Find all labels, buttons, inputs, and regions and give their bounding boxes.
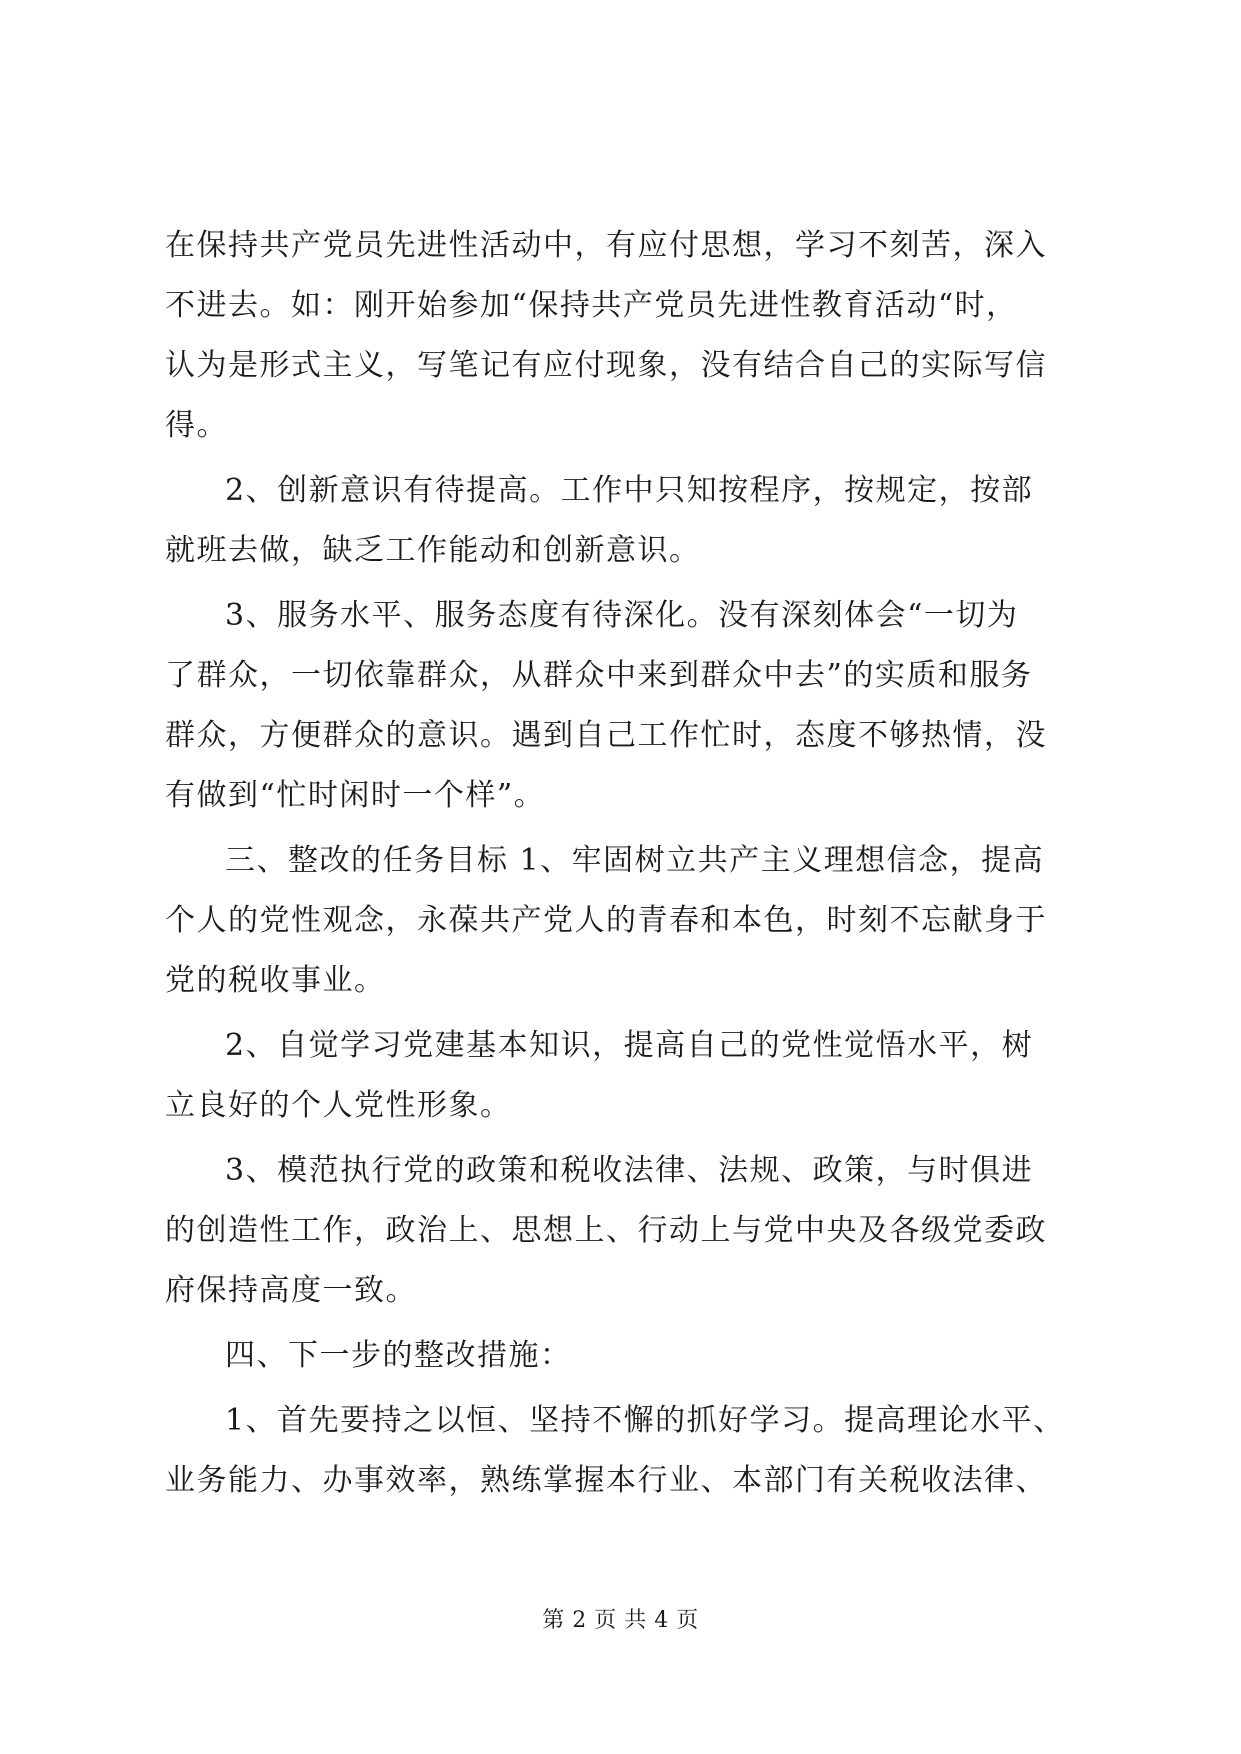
text-line: 不进去。如：刚开始参加“保持共产党员先进性教育活动“时， <box>165 288 1018 323</box>
text-line: 党的税收事业。 <box>165 963 386 998</box>
text-line: 了群众，一切依靠群众，从群众中来到群众中去”的实质和服务 <box>165 658 1033 693</box>
text-line: 认为是形式主义，写笔记有应付现象，没有结合自己的实际写信 <box>165 348 1047 383</box>
text-line: 群众，方便群众的意识。遇到自己工作忙时，态度不够热情，没 <box>165 718 1047 753</box>
section-heading-line: 四、下一步的整改措施： <box>225 1338 572 1373</box>
text-line: 得。 <box>165 408 228 443</box>
text-line: 个人的党性观念，永葆共产党人的青春和本色，时刻不忘献身于 <box>165 903 1047 938</box>
paragraph-start-line: 3、服务水平、服务态度有待深化。没有深刻体会“一切为 <box>225 598 1019 633</box>
section-heading-line: 三、整改的任务目标 1、牢固树立共产主义理想信念，提高 <box>225 843 1045 878</box>
text-line: 有做到“忙时闲时一个样”。 <box>165 778 546 813</box>
text-line: 立良好的个人党性形象。 <box>165 1088 512 1123</box>
text-line: 府保持高度一致。 <box>165 1273 417 1308</box>
paragraph-start-line: 2、创新意识有待提高。工作中只知按程序，按规定，按部 <box>225 473 1034 508</box>
text-line: 在保持共产党员先进性活动中，有应付思想，学习不刻苦，深入 <box>165 228 1047 263</box>
text-line: 业务能力、办事效率，熟练掌握本行业、本部门有关税收法律、 <box>165 1463 1047 1498</box>
text-line: 的创造性工作，政治上、思想上、行动上与党中央及各级党委政 <box>165 1213 1047 1248</box>
page-number-footer: 第 2 页 共 4 页 <box>542 1608 699 1633</box>
paragraph-start-line: 2、自觉学习党建基本知识，提高自己的党性觉悟水平，树 <box>225 1028 1034 1063</box>
paragraph-start-line: 3、模范执行党的政策和税收法律、法规、政策，与时俱进 <box>225 1153 1034 1188</box>
text-line: 就班去做，缺乏工作能动和创新意识。 <box>165 533 701 568</box>
paragraph-start-line: 1、首先要持之以恒、坚持不懈的抓好学习。提高理论水平、 <box>225 1403 1065 1438</box>
